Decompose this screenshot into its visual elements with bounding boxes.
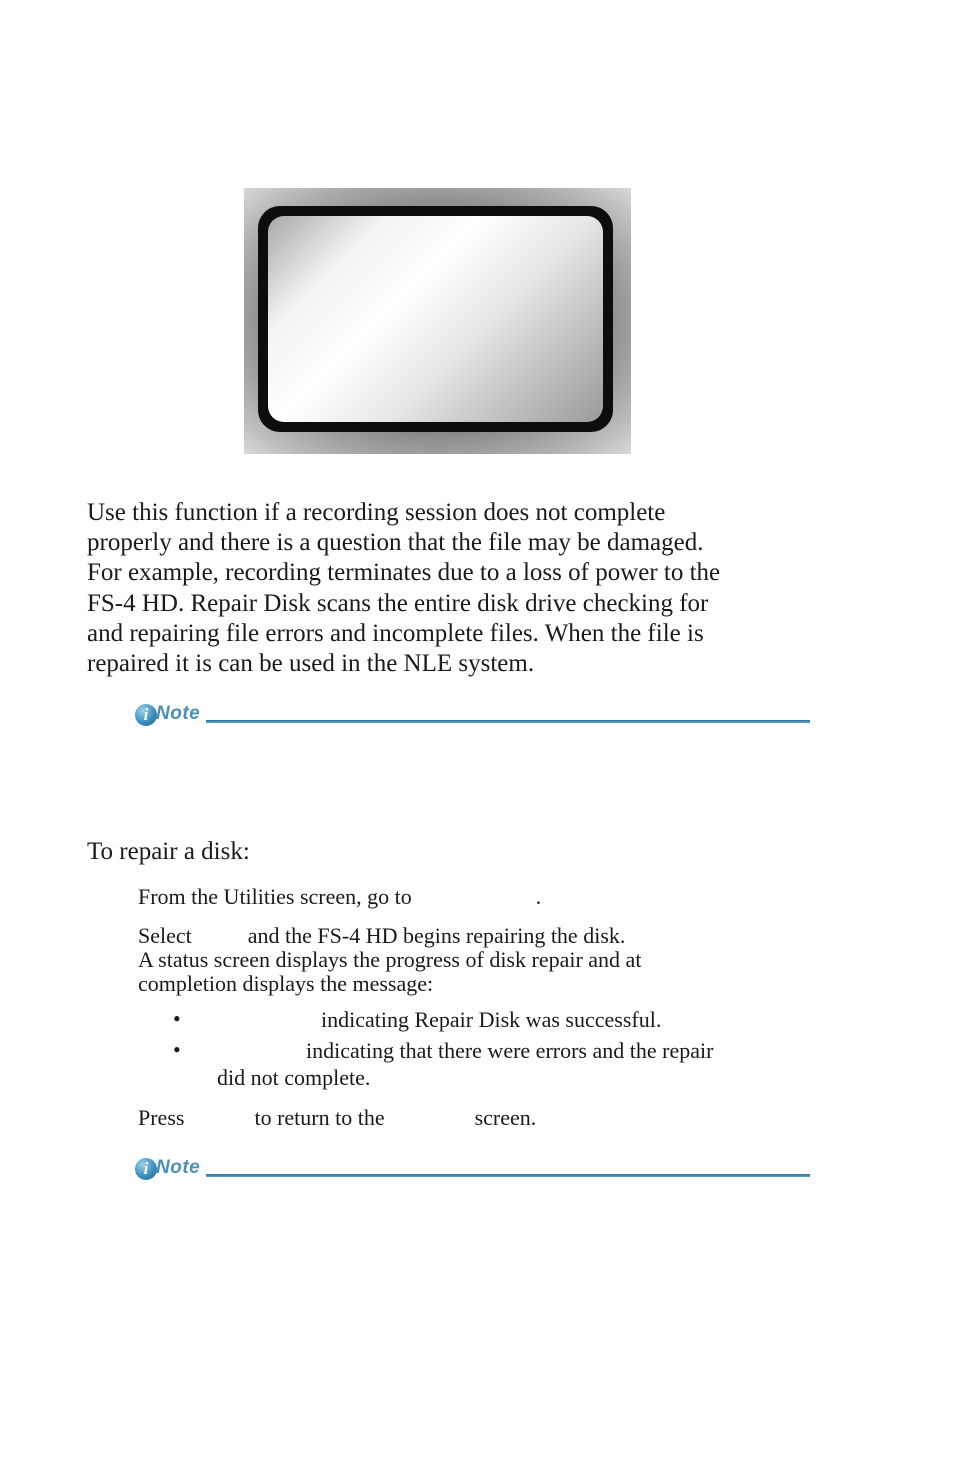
step-2 xyxy=(138,924,625,948)
bullet-2-text-cont: did not complete. xyxy=(217,1065,371,1090)
note-banner-1 xyxy=(134,700,810,730)
note-banner-2 xyxy=(134,1154,810,1184)
step-3 xyxy=(138,1106,536,1130)
note-divider xyxy=(206,720,810,723)
lcd-bezel xyxy=(258,206,613,432)
step-1-text: From the Utilities screen, go to xyxy=(138,884,412,909)
step-2-detail: A status screen displays the progress of disk repair and at xyxy=(138,947,642,972)
step-1-period: . xyxy=(535,884,542,909)
step-2-detail: completion displays the message: xyxy=(138,971,434,996)
step-3-text: to return to the xyxy=(254,1105,385,1130)
note-label: Note xyxy=(156,703,201,724)
step-3-screen: screen. xyxy=(474,1105,537,1130)
bullet-2-text: indicating that there were errors and the repair xyxy=(306,1038,714,1063)
bullet-1-dot: • xyxy=(173,1006,181,1031)
step-3-press: Press xyxy=(138,1105,185,1130)
step-2-select: Select xyxy=(138,923,192,948)
note-icon xyxy=(134,1154,214,1184)
description-paragraph xyxy=(87,498,847,679)
paragraph-line: repaired it is can be used in the NLE system. xyxy=(87,650,535,678)
note-icon xyxy=(134,700,214,730)
info-icon: i xyxy=(135,704,157,726)
bullet-2-dot: • xyxy=(173,1037,181,1062)
note-divider xyxy=(206,1174,810,1177)
paragraph-line: and repairing file errors and incomplete files. When the file is xyxy=(87,619,704,647)
info-icon: i xyxy=(135,1158,157,1180)
paragraph-line: Use this function if a recording session does not complete xyxy=(87,499,666,526)
bullet-1-text: indicating Repair Disk was successful. xyxy=(321,1007,662,1032)
paragraph-line: FS-4 HD. Repair Disk scans the entire disk drive checking for xyxy=(87,589,709,617)
procedure-intro: To repair a disk: xyxy=(87,838,250,865)
lcd-display xyxy=(268,216,603,422)
paragraph-line: For example, recording terminates due to a loss of power to the xyxy=(87,559,721,587)
note-label: Note xyxy=(156,1157,201,1178)
step-1 xyxy=(138,885,541,909)
step-2-text: and the FS-4 HD begins repairing the disk. xyxy=(247,923,626,948)
paragraph-line: properly and there is a question that the file may be damaged. xyxy=(87,529,704,557)
lcd-screen-illustration xyxy=(244,188,631,454)
